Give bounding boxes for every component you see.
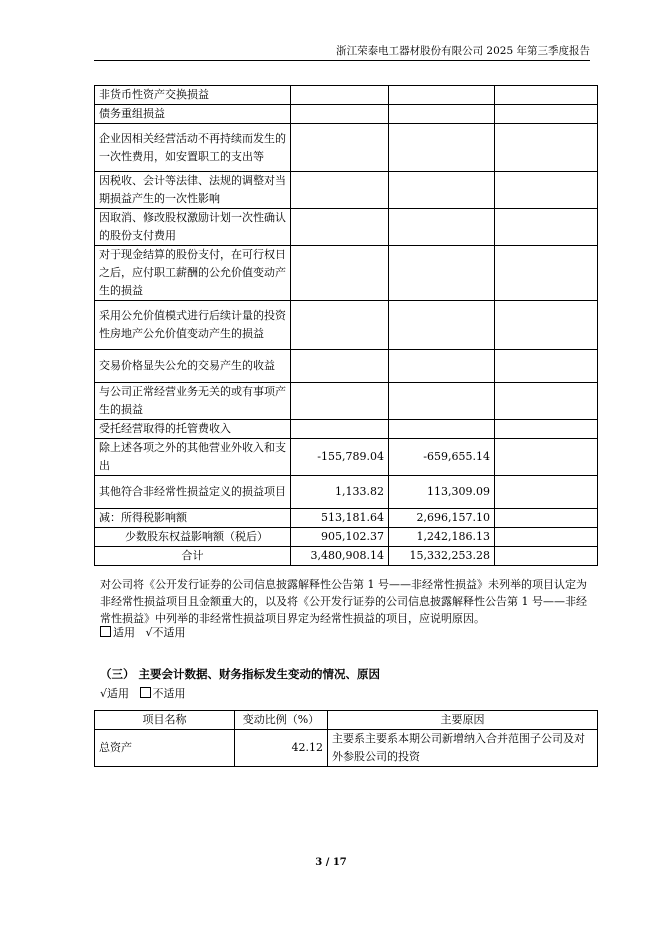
table-row [95, 246, 598, 301]
table-row [95, 105, 598, 124]
table-row [95, 509, 598, 528]
header-rule [94, 60, 590, 61]
item-cell: 与公司正常经营业务无关的或有事项产生的损益 [95, 383, 291, 420]
section-title: （三） 主要会计数据、财务指标发生变动的情况、原因 [100, 667, 381, 681]
value-cell [495, 246, 598, 301]
table-row [95, 86, 598, 105]
option-group-2 [100, 686, 186, 702]
value-cell [495, 172, 598, 209]
column-header: 主要原因 [328, 711, 598, 730]
value-cell [291, 124, 389, 172]
option-na-label: 不适用 [152, 687, 186, 700]
table-row [95, 172, 598, 209]
page-header: 浙江荣泰电工器材股份有限公司 2025 年第三季度报告 [336, 45, 590, 57]
value-cell [291, 350, 389, 383]
value-cell [291, 86, 389, 105]
table-row [95, 301, 598, 350]
table-row [95, 209, 598, 246]
table-row [95, 476, 598, 509]
value-cell: -155,789.04 [291, 439, 389, 476]
check-mark: √ [100, 687, 108, 700]
table-row [95, 730, 598, 767]
item-cell: 合计 [95, 547, 291, 566]
value-cell [495, 124, 598, 172]
value-cell [495, 383, 598, 420]
value-cell [495, 509, 598, 528]
value-cell [495, 547, 598, 566]
value-cell [291, 301, 389, 350]
name-cell: 总资产 [95, 730, 235, 767]
table-row [95, 383, 598, 420]
item-cell: 债务重组损益 [95, 105, 291, 124]
value-cell [495, 528, 598, 547]
item-cell: 受托经营取得的托管费收入 [95, 420, 291, 439]
option-group-1 [100, 625, 186, 641]
value-cell [389, 172, 495, 209]
table-row [95, 528, 598, 547]
column-header: 变动比例（%） [235, 711, 328, 730]
value-cell [495, 301, 598, 350]
value-cell [389, 420, 495, 439]
value-cell [389, 246, 495, 301]
checkbox-apply[interactable] [100, 626, 111, 637]
item-cell: 采用公允价值模式进行后续计量的投资性房地产公允价值变动产生的损益 [95, 301, 291, 350]
table-row [95, 439, 598, 476]
value-cell: 905,102.37 [291, 528, 389, 547]
value-cell [389, 350, 495, 383]
page-number: 3 / 17 [315, 857, 347, 868]
changes-table [94, 710, 598, 767]
value-cell [495, 105, 598, 124]
table-row [95, 124, 598, 172]
value-cell [389, 105, 495, 124]
value-cell [291, 172, 389, 209]
value-cell: -659,655.14 [389, 439, 495, 476]
explanation-paragraph: 对公司将《公开发行证券的公司信息披露解释性公告第 1 号——非经常性损益》未列举的项目认定为非经常性损益项目且金额重大的，以及将《公开发行证券的公司信息披露解释性公告第 1 号——非经常性损益》中列举的非经常性损益项目界定为经常性损益的项目，应说明原因。 [100, 578, 587, 625]
table-row [95, 420, 598, 439]
option-apply-label: 适用 [107, 687, 130, 700]
item-cell: 企业因相关经营活动不再持续而发生的一次性费用，如安置职工的支出等 [95, 124, 291, 172]
ratio-cell: 42.12 [235, 730, 328, 767]
value-cell: 1,242,186.13 [389, 528, 495, 547]
non-recurring-gains-table [94, 85, 598, 566]
item-cell: 其他符合非经常性损益定义的损益项目 [95, 476, 291, 509]
reason-cell: 主要系主要系本期公司新增纳入合并范围子公司及对外参股公司的投资 [328, 730, 598, 767]
value-cell: 3,480,908.14 [291, 547, 389, 566]
check-mark: √ [145, 626, 153, 639]
column-header: 项目名称 [95, 711, 235, 730]
item-cell: 减：所得税影响额 [95, 509, 291, 528]
value-cell [495, 209, 598, 246]
value-cell [495, 439, 598, 476]
item-cell: 除上述各项之外的其他营业外收入和支出 [95, 439, 291, 476]
value-cell [291, 209, 389, 246]
value-cell [389, 383, 495, 420]
option-apply-label: 适用 [113, 626, 135, 639]
table-row [95, 547, 598, 566]
value-cell [291, 246, 389, 301]
checkbox-na[interactable] [140, 687, 151, 698]
value-cell [495, 476, 598, 509]
item-cell: 对于现金结算的股份支付，在可行权日之后，应付职工薪酬的公允价值变动产生的损益 [95, 246, 291, 301]
value-cell: 15,332,253.28 [389, 547, 495, 566]
item-cell: 因税收、会计等法律、法规的调整对当期损益产生的一次性影响 [95, 172, 291, 209]
value-cell [291, 105, 389, 124]
value-cell [389, 86, 495, 105]
value-cell [389, 209, 495, 246]
value-cell [291, 420, 389, 439]
item-cell: 非货币性资产交换损益 [95, 86, 291, 105]
table-row [95, 350, 598, 383]
value-cell: 513,181.64 [291, 509, 389, 528]
value-cell [495, 86, 598, 105]
item-cell: 因取消、修改股权激励计划一次性确认的股份支付费用 [95, 209, 291, 246]
value-cell [495, 420, 598, 439]
item-cell: 交易价格显失公允的交易产生的收益 [95, 350, 291, 383]
value-cell [291, 383, 389, 420]
value-cell: 1,133.82 [291, 476, 389, 509]
value-cell [389, 301, 495, 350]
option-na-label: 不适用 [152, 626, 186, 639]
table-header-row [95, 711, 598, 730]
value-cell [495, 350, 598, 383]
value-cell [389, 124, 495, 172]
value-cell: 2,696,157.10 [389, 509, 495, 528]
item-cell: 少数股东权益影响额（税后） [95, 528, 291, 547]
value-cell: 113,309.09 [389, 476, 495, 509]
